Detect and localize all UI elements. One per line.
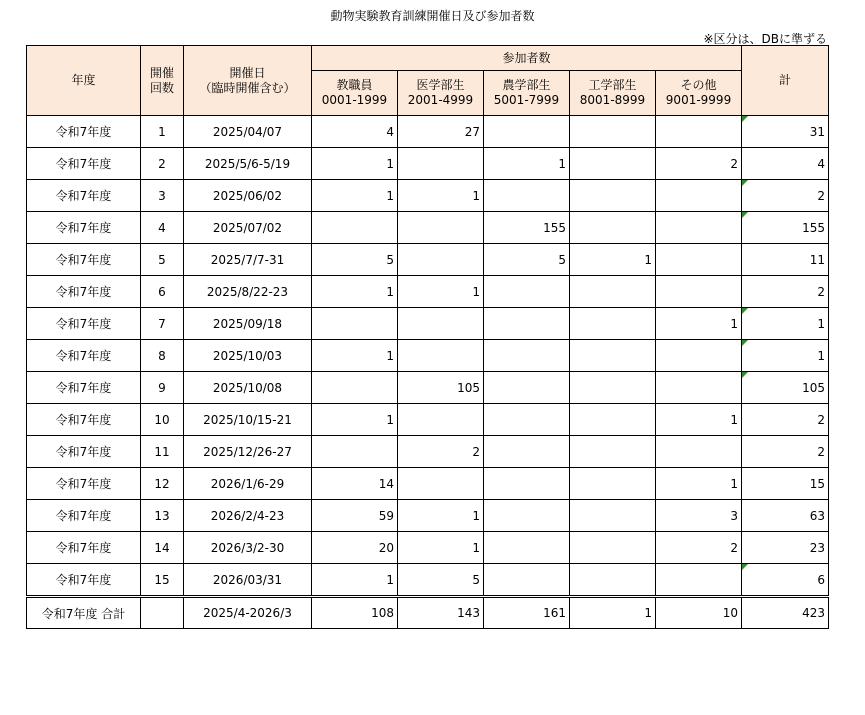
- cell-total[interactable]: [742, 564, 829, 597]
- header-agri-label: 農学部生: [502, 78, 551, 92]
- cell-med[interactable]: [398, 404, 484, 436]
- cell-faculty[interactable]: 1: [312, 404, 398, 436]
- cell-other[interactable]: [656, 244, 742, 276]
- cell-total[interactable]: 23: [742, 532, 829, 564]
- cell-no[interactable]: 6: [141, 276, 184, 308]
- cell-agri[interactable]: [484, 340, 570, 372]
- cell-eng[interactable]: [570, 500, 656, 532]
- header-other[interactable]: [656, 71, 742, 116]
- cell-year[interactable]: 令和7年度: [27, 500, 141, 532]
- cell-faculty[interactable]: [312, 308, 398, 340]
- cell-faculty[interactable]: 1: [312, 340, 398, 372]
- table-row: [27, 404, 829, 436]
- cell-year[interactable]: 令和7年度: [27, 276, 141, 308]
- cell-year[interactable]: 令和7年度: [27, 212, 141, 244]
- cell-other[interactable]: [656, 212, 742, 244]
- total-other[interactable]: 10: [656, 597, 742, 629]
- cell-year[interactable]: 令和7年度: [27, 564, 141, 597]
- cell-total-value: 1: [817, 316, 826, 331]
- header-faculty-range: 0001-1999: [321, 93, 388, 107]
- cell-other[interactable]: 1: [656, 404, 742, 436]
- header-count[interactable]: 開催回数: [141, 46, 184, 116]
- cell-total[interactable]: [742, 308, 829, 340]
- cell-total-value: 1: [817, 348, 826, 363]
- total-date[interactable]: 2025/4-2026/3: [184, 597, 312, 629]
- header-date-sub: （臨時開催含む）: [199, 80, 296, 95]
- cell-med[interactable]: 105: [398, 372, 484, 404]
- cell-year[interactable]: 令和7年度: [27, 148, 141, 180]
- cell-agri[interactable]: [484, 308, 570, 340]
- header-eng-range: 8001-8999: [579, 93, 646, 107]
- header-med-label: 医学部生: [416, 78, 465, 92]
- formula-flag-icon: [742, 308, 748, 314]
- table-row: [27, 468, 829, 500]
- cell-date[interactable]: 2026/03/31: [184, 564, 312, 597]
- cell-no[interactable]: 8: [141, 340, 184, 372]
- category-note: ※区分は、DBに準ずる: [703, 32, 827, 46]
- cell-other[interactable]: [656, 116, 742, 148]
- cell-agri[interactable]: [484, 468, 570, 500]
- cell-agri[interactable]: [484, 532, 570, 564]
- cell-year[interactable]: 令和7年度: [27, 308, 141, 340]
- cell-eng[interactable]: [570, 180, 656, 212]
- cell-other[interactable]: [656, 436, 742, 468]
- cell-year[interactable]: 令和7年度: [27, 116, 141, 148]
- cell-total[interactable]: [742, 372, 829, 404]
- cell-total[interactable]: 4: [742, 148, 829, 180]
- cell-agri[interactable]: [484, 276, 570, 308]
- cell-total-value: 155: [802, 220, 826, 235]
- cell-date[interactable]: 2026/3/2-30: [184, 532, 312, 564]
- cell-date[interactable]: 2025/06/02: [184, 180, 312, 212]
- total-row: [27, 597, 829, 629]
- cell-med[interactable]: 1: [398, 500, 484, 532]
- cell-eng[interactable]: [570, 212, 656, 244]
- cell-no[interactable]: 4: [141, 212, 184, 244]
- table-row: [27, 372, 829, 404]
- cell-med[interactable]: 5: [398, 564, 484, 597]
- cell-total[interactable]: 2: [742, 404, 829, 436]
- cell-no[interactable]: 5: [141, 244, 184, 276]
- cell-eng[interactable]: [570, 436, 656, 468]
- cell-faculty[interactable]: [312, 212, 398, 244]
- table-row: [27, 180, 829, 212]
- cell-faculty[interactable]: 59: [312, 500, 398, 532]
- cell-date[interactable]: 2025/7/7-31: [184, 244, 312, 276]
- cell-other[interactable]: 1: [656, 468, 742, 500]
- cell-date[interactable]: 2025/07/02: [184, 212, 312, 244]
- cell-eng[interactable]: [570, 276, 656, 308]
- cell-total-value: 6: [817, 572, 826, 587]
- cell-eng[interactable]: [570, 340, 656, 372]
- cell-eng[interactable]: [570, 564, 656, 597]
- cell-no[interactable]: 3: [141, 180, 184, 212]
- cell-no[interactable]: 13: [141, 500, 184, 532]
- table-row: [27, 532, 829, 564]
- cell-eng[interactable]: [570, 148, 656, 180]
- cell-total[interactable]: [742, 180, 829, 212]
- cell-other[interactable]: 1: [656, 308, 742, 340]
- cell-med[interactable]: [398, 340, 484, 372]
- cell-other[interactable]: 2: [656, 532, 742, 564]
- cell-total-value: 105: [802, 380, 826, 395]
- sheet-title: 動物実験教育訓練開催日及び参加者数: [330, 9, 535, 23]
- cell-agri[interactable]: [484, 500, 570, 532]
- cell-no[interactable]: 14: [141, 532, 184, 564]
- total-med[interactable]: 143: [398, 597, 484, 629]
- cell-faculty[interactable]: 1: [312, 148, 398, 180]
- cell-total-value: 2: [817, 188, 826, 203]
- cell-other[interactable]: [656, 340, 742, 372]
- cell-eng[interactable]: [570, 532, 656, 564]
- total-no[interactable]: [141, 597, 184, 629]
- cell-agri[interactable]: [484, 116, 570, 148]
- cell-faculty[interactable]: 20: [312, 532, 398, 564]
- cell-date[interactable]: 2026/2/4-23: [184, 500, 312, 532]
- cell-no[interactable]: 15: [141, 564, 184, 597]
- cell-date[interactable]: 2025/10/15-21: [184, 404, 312, 436]
- cell-other[interactable]: [656, 372, 742, 404]
- cell-faculty[interactable]: [312, 372, 398, 404]
- cell-year[interactable]: 令和7年度: [27, 532, 141, 564]
- cell-other[interactable]: [656, 180, 742, 212]
- cell-no[interactable]: 2: [141, 148, 184, 180]
- cell-faculty[interactable]: 1: [312, 276, 398, 308]
- cell-year[interactable]: 令和7年度: [27, 180, 141, 212]
- cell-med[interactable]: [398, 308, 484, 340]
- cell-year[interactable]: 令和7年度: [27, 340, 141, 372]
- cell-eng[interactable]: [570, 308, 656, 340]
- cell-date[interactable]: 2026/1/6-29: [184, 468, 312, 500]
- cell-year[interactable]: 令和7年度: [27, 404, 141, 436]
- table-row: [27, 244, 829, 276]
- cell-year[interactable]: 令和7年度: [27, 372, 141, 404]
- formula-flag-icon: [742, 212, 748, 218]
- cell-no[interactable]: 10: [141, 404, 184, 436]
- cell-date[interactable]: 2025/10/03: [184, 340, 312, 372]
- total-total[interactable]: 423: [742, 597, 829, 629]
- cell-agri[interactable]: [484, 404, 570, 436]
- cell-eng[interactable]: 1: [570, 244, 656, 276]
- header-total[interactable]: 計: [742, 46, 829, 116]
- formula-flag-icon: [742, 116, 748, 122]
- cell-year[interactable]: 令和7年度: [27, 468, 141, 500]
- header-faculty-label: 教職員: [336, 78, 373, 92]
- formula-flag-icon: [742, 564, 748, 570]
- cell-med[interactable]: 1: [398, 180, 484, 212]
- cell-agri[interactable]: [484, 180, 570, 212]
- cell-faculty[interactable]: [312, 436, 398, 468]
- header-date[interactable]: [184, 46, 312, 116]
- cell-med[interactable]: [398, 244, 484, 276]
- cell-no[interactable]: 7: [141, 308, 184, 340]
- cell-no[interactable]: 12: [141, 468, 184, 500]
- header-agri[interactable]: [484, 71, 570, 116]
- cell-faculty[interactable]: 5: [312, 244, 398, 276]
- header-med-range: 2001-4999: [407, 93, 474, 107]
- cell-med[interactable]: [398, 468, 484, 500]
- header-other-label: その他: [680, 78, 717, 92]
- cell-eng[interactable]: [570, 468, 656, 500]
- cell-date[interactable]: 2025/09/18: [184, 308, 312, 340]
- cell-faculty[interactable]: 1: [312, 180, 398, 212]
- cell-total[interactable]: 63: [742, 500, 829, 532]
- total-year[interactable]: 令和7年度 合計: [27, 597, 141, 629]
- cell-other[interactable]: 3: [656, 500, 742, 532]
- cell-total[interactable]: [742, 212, 829, 244]
- table-row: [27, 308, 829, 340]
- cell-agri[interactable]: 155: [484, 212, 570, 244]
- header-year[interactable]: 年度: [27, 46, 141, 116]
- cell-eng[interactable]: [570, 372, 656, 404]
- header-other-range: 9001-9999: [665, 93, 732, 107]
- cell-no[interactable]: 11: [141, 436, 184, 468]
- training-table: [26, 45, 829, 629]
- table-row: [27, 116, 829, 148]
- cell-eng[interactable]: [570, 404, 656, 436]
- cell-other[interactable]: [656, 276, 742, 308]
- cell-total[interactable]: [742, 116, 829, 148]
- cell-date[interactable]: 2025/04/07: [184, 116, 312, 148]
- cell-agri[interactable]: [484, 436, 570, 468]
- cell-agri[interactable]: 5: [484, 244, 570, 276]
- table-row: [27, 340, 829, 372]
- cell-year[interactable]: 令和7年度: [27, 436, 141, 468]
- formula-flag-icon: [742, 180, 748, 186]
- cell-year[interactable]: 令和7年度: [27, 244, 141, 276]
- table-row: [27, 212, 829, 244]
- cell-no[interactable]: 9: [141, 372, 184, 404]
- cell-med[interactable]: 1: [398, 276, 484, 308]
- cell-total[interactable]: [742, 340, 829, 372]
- header-med[interactable]: [398, 71, 484, 116]
- formula-flag-icon: [742, 340, 748, 346]
- cell-agri[interactable]: [484, 372, 570, 404]
- cell-no[interactable]: 1: [141, 116, 184, 148]
- cell-date[interactable]: 2025/8/22-23: [184, 276, 312, 308]
- header-eng[interactable]: [570, 71, 656, 116]
- header-date-label: 開催日: [229, 65, 266, 80]
- table-row: [27, 500, 829, 532]
- formula-flag-icon: [742, 372, 748, 378]
- table-row: [27, 148, 829, 180]
- cell-med[interactable]: [398, 148, 484, 180]
- table-row: [27, 436, 829, 468]
- cell-med[interactable]: 27: [398, 116, 484, 148]
- cell-med[interactable]: 2: [398, 436, 484, 468]
- cell-date[interactable]: 2025/5/6-5/19: [184, 148, 312, 180]
- total-eng[interactable]: 1: [570, 597, 656, 629]
- header-agri-range: 5001-7999: [493, 93, 560, 107]
- header-participants[interactable]: 参加者数: [312, 46, 742, 71]
- cell-date[interactable]: 2025/10/08: [184, 372, 312, 404]
- table-body: [27, 116, 829, 629]
- header-eng-label: 工学部生: [588, 78, 637, 92]
- cell-total[interactable]: 11: [742, 244, 829, 276]
- cell-total[interactable]: 15: [742, 468, 829, 500]
- table-row: [27, 276, 829, 308]
- header-faculty[interactable]: [312, 71, 398, 116]
- cell-med[interactable]: 1: [398, 532, 484, 564]
- cell-faculty[interactable]: 14: [312, 468, 398, 500]
- cell-agri[interactable]: [484, 564, 570, 597]
- cell-faculty[interactable]: 1: [312, 564, 398, 597]
- cell-faculty[interactable]: 4: [312, 116, 398, 148]
- cell-total[interactable]: 2: [742, 276, 829, 308]
- cell-eng[interactable]: [570, 116, 656, 148]
- cell-total-value: 31: [809, 124, 826, 139]
- cell-agri[interactable]: 1: [484, 148, 570, 180]
- table-row: [27, 564, 829, 597]
- cell-med[interactable]: [398, 212, 484, 244]
- cell-other[interactable]: [656, 564, 742, 597]
- total-agri[interactable]: 161: [484, 597, 570, 629]
- total-faculty[interactable]: 108: [312, 597, 398, 629]
- cell-date[interactable]: 2025/12/26-27: [184, 436, 312, 468]
- cell-other[interactable]: 2: [656, 148, 742, 180]
- cell-total[interactable]: 2: [742, 436, 829, 468]
